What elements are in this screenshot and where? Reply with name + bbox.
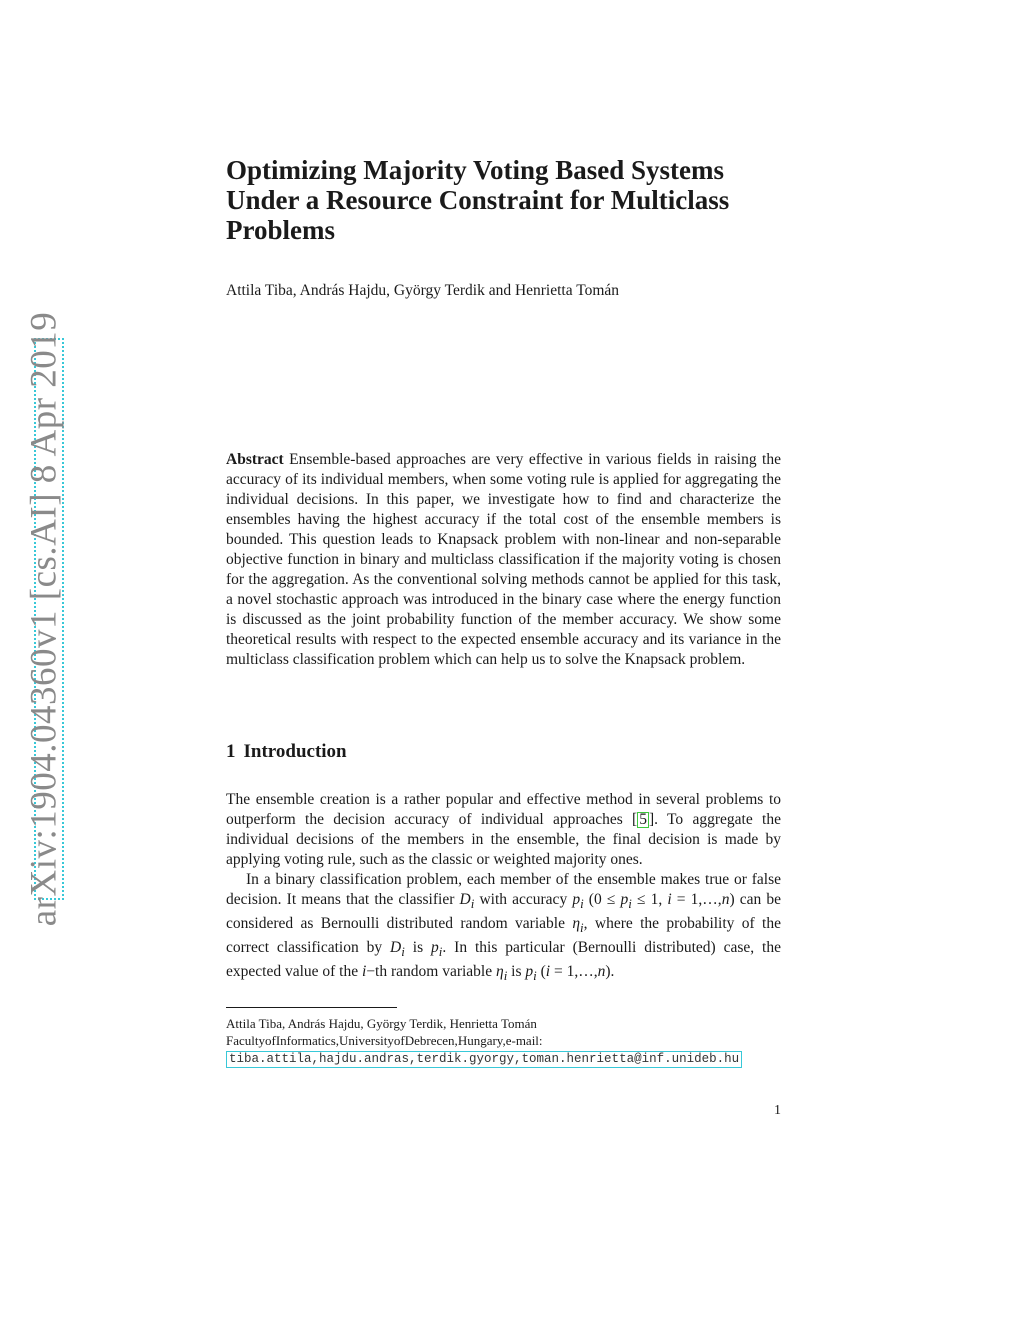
abstract xyxy=(226,450,781,670)
abstract-text: Ensemble-based approaches are very effective in various fields in raising the accuracy of its individual members, when some voting rule is applied for aggregating the individual decisions. In this paper, we investigate how to find and characterize the ensembles having the highest accuracy if the total cost of the ensemble members is bounded. This question leads to Knapsack problem with non-linear and non-separable objective function in binary and multiclass classification if the majority voting is chosen for the aggregation. As the conventional solving methods cannot be applied for this task, a novel stochastic approach was introduced in the binary case where the energy function is discussed as the joint probability function of the member accuracy. We show some theoretical results with respect to the expected ensemble accuracy and its variance in the multiclass classification problem which can help us to solve the Knapsack problem. xyxy=(226,451,781,668)
title-line: Problems xyxy=(226,215,335,245)
footnote xyxy=(226,1015,781,1068)
title-line: Under a Resource Constraint for Multiclass xyxy=(226,185,730,215)
intro-paragraph: In a binary classification problem, each member of the ensemble makes true or false decision. It means that the classifier $D_i$ with accuracy $p_i$ ($0 \le p_i \le 1$, i = 1,…,n) can be considered as Bernoulli distributed random variable $\eta_i$, where the probability of the correct classification by $D_i$ is $p_i$. In this particular (Bernoulli distributed) case, the expected value of the i−th random variable $\eta_i$ is $p_i$ (i = 1,…,n). xyxy=(226,871,781,984)
abstract-label: Abstract xyxy=(226,451,284,468)
footnote-affiliation: FacultyofInformatics,UniversityofDebrecen,Hungary,e-mail: xyxy=(226,1033,543,1048)
footnote-authors: Attila Tiba, András Hajdu, György Terdik, Henrietta Tomán xyxy=(226,1016,537,1031)
author-list: Attila Tiba, András Hajdu, György Terdik and Henrietta Tomán xyxy=(226,282,620,299)
section-number: 1 xyxy=(226,741,236,762)
arxiv-identifier[interactable]: arXiv:1904.04360v1 [cs.AI] 8 Apr 2019 xyxy=(23,311,65,927)
page-number: 1 xyxy=(774,1103,781,1118)
email-link[interactable]: tiba.attila,hajdu.andras,terdik.gyorgy,toman.henrietta@inf.unideb.hu xyxy=(226,1051,742,1068)
paper-title xyxy=(226,155,786,245)
citation-link[interactable]: 5 xyxy=(639,811,647,828)
section-title: Introduction xyxy=(243,741,347,762)
introduction-body xyxy=(226,790,781,986)
title-line: Optimizing Majority Voting Based Systems xyxy=(226,155,725,185)
section-heading-introduction xyxy=(226,741,347,763)
intro-paragraph: The ensemble creation is a rather popular and effective method in several problems to outperform the decision accuracy of individual approaches [ 5 ]. To aggregate the individual decisions of the members in the ensemble, the final decision is made by applying voting rule, such as the classic or weighted majority ones. xyxy=(226,791,781,868)
footnote-rule xyxy=(226,1007,397,1008)
